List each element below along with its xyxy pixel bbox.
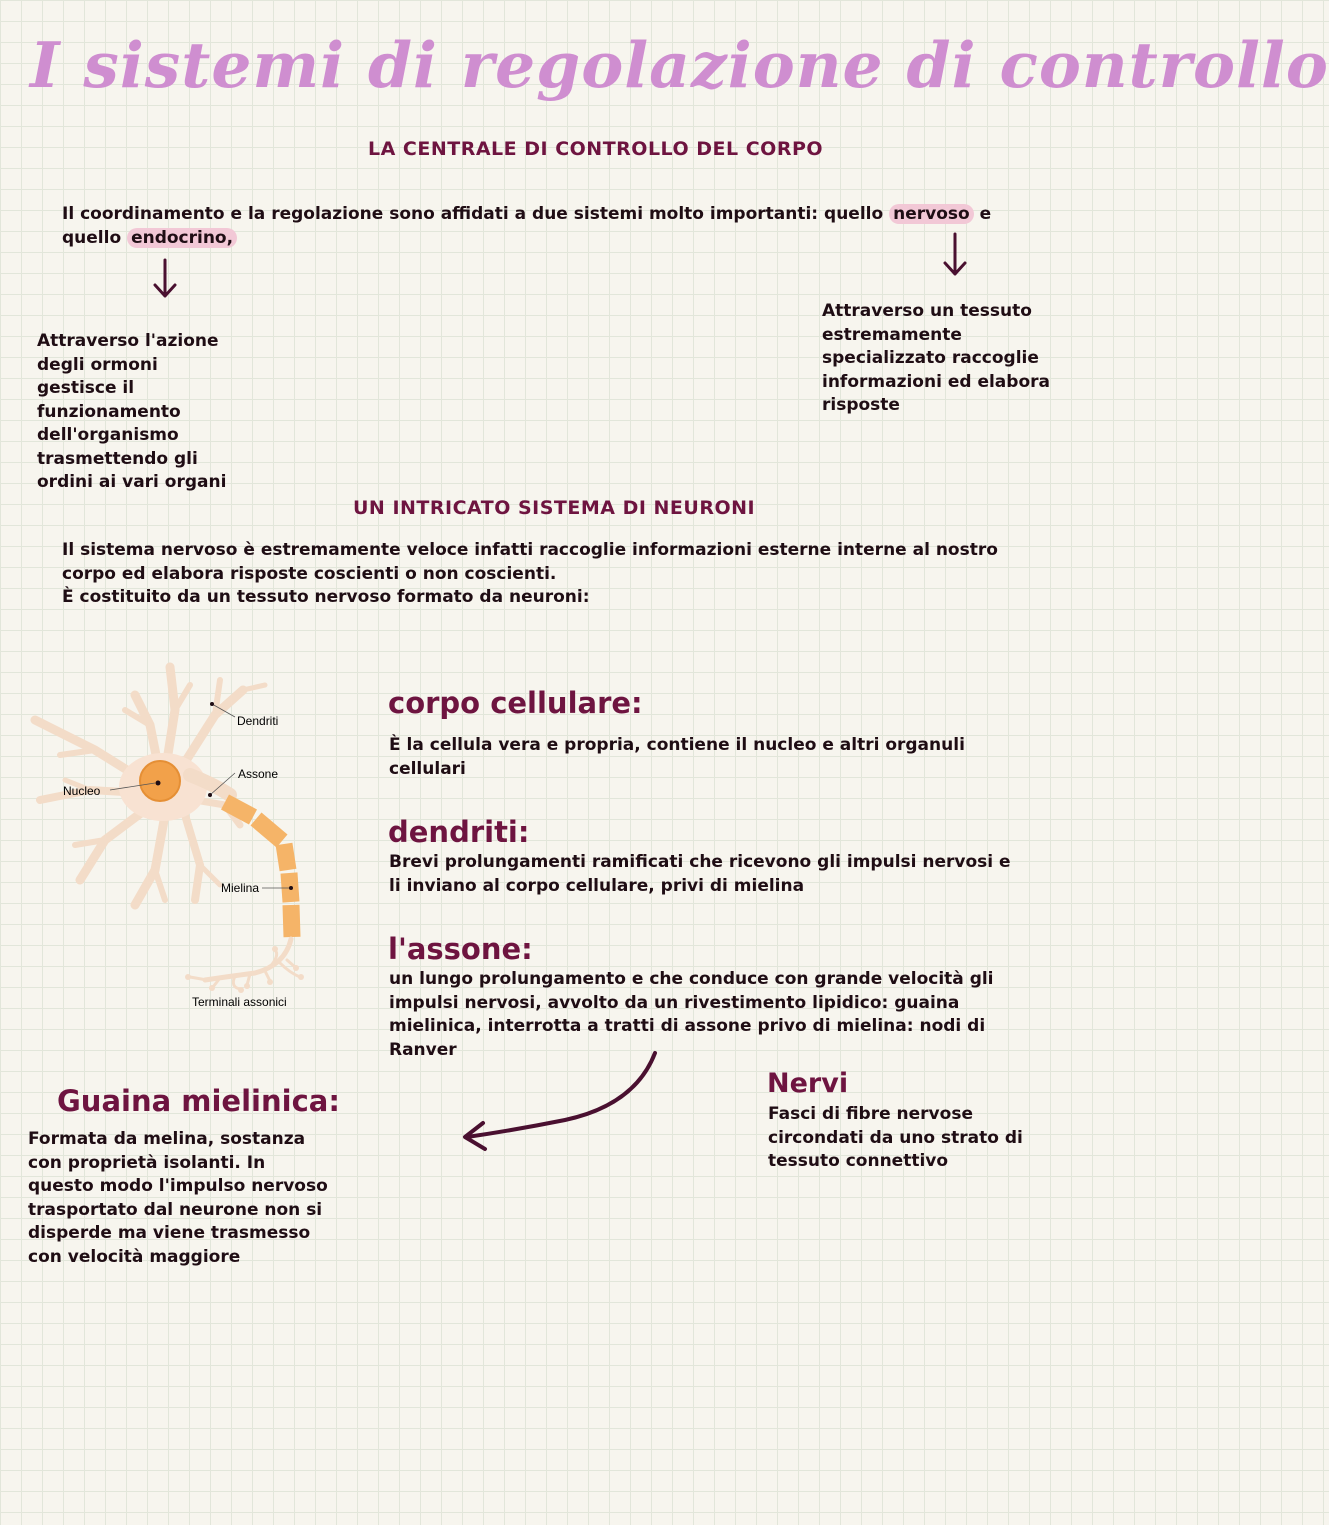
corpo-cellulare-text: È la cellula vera e propria, contiene il nucleo e altri organuli cellulari: [389, 735, 965, 779]
arrow-down-icon: [150, 258, 180, 300]
label-terminali: Terminali assonici: [192, 995, 287, 1009]
endocrine-description: Attraverso l'azione degli ormoni gestisce il funzionamento dell'organismo trasmettendo gli ordini ai vari organi: [37, 331, 227, 492]
nucleus: [140, 761, 180, 801]
intro-line-2: quello endocrino,: [62, 227, 1062, 251]
section-heading-neurons: UN INTRICATO SISTEMA DI NEURONI: [353, 497, 756, 519]
guaina-text: Formata da melina, sostanza con proprietà isolanti. In questo modo l'impulso nervoso trasportato dal neurone non si disperde ma viene trasmesso con velocità maggiore: [28, 1129, 328, 1267]
dendriti-text: Brevi prolungamenti ramificati che ricevono gli impulsi nervosi e li inviano al corpo cellulare, privi di mielina: [389, 852, 1011, 896]
label-assone: Assone: [238, 767, 279, 781]
neuron-intro-paragraph: Il sistema nervoso è estremamente veloce infatti raccoglie informazioni esterne interne al nostro corpo ed elabora risposte coscienti o non coscienti. È costituito da un tessuto nervoso formato da neuroni:: [62, 540, 998, 607]
page-title: I sistemi di regolazione di controllo: [30, 28, 1329, 102]
highlight-nervoso: nervoso: [889, 204, 974, 224]
intro-line-1: Il coordinamento e la regolazione sono affidati a due sistemi molto importanti: quello nervoso e: [62, 204, 992, 224]
curved-arrow-icon: [455, 1045, 665, 1160]
heading-nervi: Nervi: [767, 1068, 849, 1099]
arrow-down-icon: [940, 232, 970, 278]
label-dendriti: Dendriti: [237, 714, 279, 728]
heading-guaina-mielinica: Guaina mielinica:: [57, 1084, 340, 1118]
section-heading-control-center: LA CENTRALE DI CONTROLLO DEL CORPO: [368, 138, 824, 160]
heading-assone: l'assone:: [388, 932, 533, 966]
intro-paragraph: [62, 203, 1062, 250]
nervous-description: Attraverso un tessuto estremamente specializzato raccoglie informazioni ed elabora risposte: [822, 301, 1050, 415]
axon-terminal-line: [205, 939, 291, 980]
label-nucleo: Nucleo: [63, 784, 101, 798]
heading-corpo-cellulare: corpo cellulare:: [388, 686, 643, 720]
highlight-endocrino: endocrino,: [127, 228, 237, 248]
assone-text: un lungo prolungamento e che conduce con grande velocità gli impulsi nervosi, avvolto da un rivestimento lipidico: guaina mielinica, interrotta a tratti di assone privo di mielina: nodi di Ranver: [389, 969, 994, 1060]
label-mielina: Mielina: [221, 881, 260, 895]
nervi-text: Fasci di fibre nervose circondati da uno strato di tessuto connettivo: [768, 1104, 1023, 1171]
heading-dendriti: dendriti:: [388, 815, 530, 849]
neuron-diagram: [25, 655, 355, 1025]
